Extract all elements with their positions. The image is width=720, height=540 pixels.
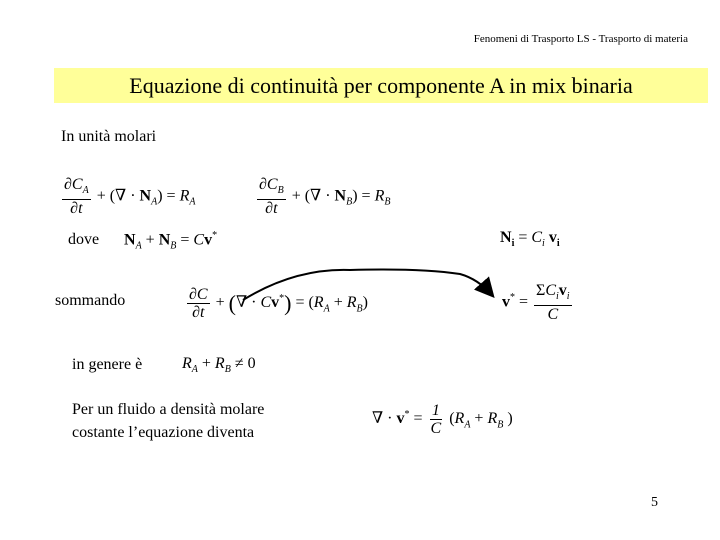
slide-title-text: Equazione di continuità per componente A in mix binaria: [129, 72, 633, 98]
equation-divergence: ∇ · v* = $\frac{1}{C}$ ($R_A + R_B$ ): [372, 402, 513, 437]
equation-rates: $R_A + R_B \ne 0$: [182, 355, 256, 376]
label-in-general: in genere è: [72, 356, 143, 373]
equation-v-star: v* = $\frac{\Sigma C_iv_i}{C}$: [502, 282, 570, 324]
equation-component-b: $\frac{\partial C_B}{\partial t}$ + (∇ · $N_B) = R_B$: [259, 176, 391, 218]
label-fluid-line2: costante l’equazione diventa: [72, 424, 255, 441]
label-summing: sommando: [55, 292, 126, 309]
slide-header: Fenomeni di Trasporto LS - Trasporto di materia: [473, 33, 688, 45]
equation-component-a: $\frac{\partial C_A}{\partial t}$ + (∇ · $N_A) = R_A$: [64, 176, 196, 218]
equation-flux-i: $N_i = C_i$ $v_i$: [500, 229, 560, 250]
label-molar-units: In unità molari: [61, 128, 157, 145]
page-number: 5: [651, 495, 658, 510]
label-where: dove: [68, 231, 100, 248]
label-fluid-line1: Per un fluido a densità molare: [72, 401, 265, 418]
equation-flux-sum: $N_A + N_B = Cv^*$: [124, 230, 218, 252]
equation-summed: $\frac{\partial C}{\partial t}$ + (∇ · $Cv^*) = (R_A + R_B)$: [189, 286, 368, 321]
